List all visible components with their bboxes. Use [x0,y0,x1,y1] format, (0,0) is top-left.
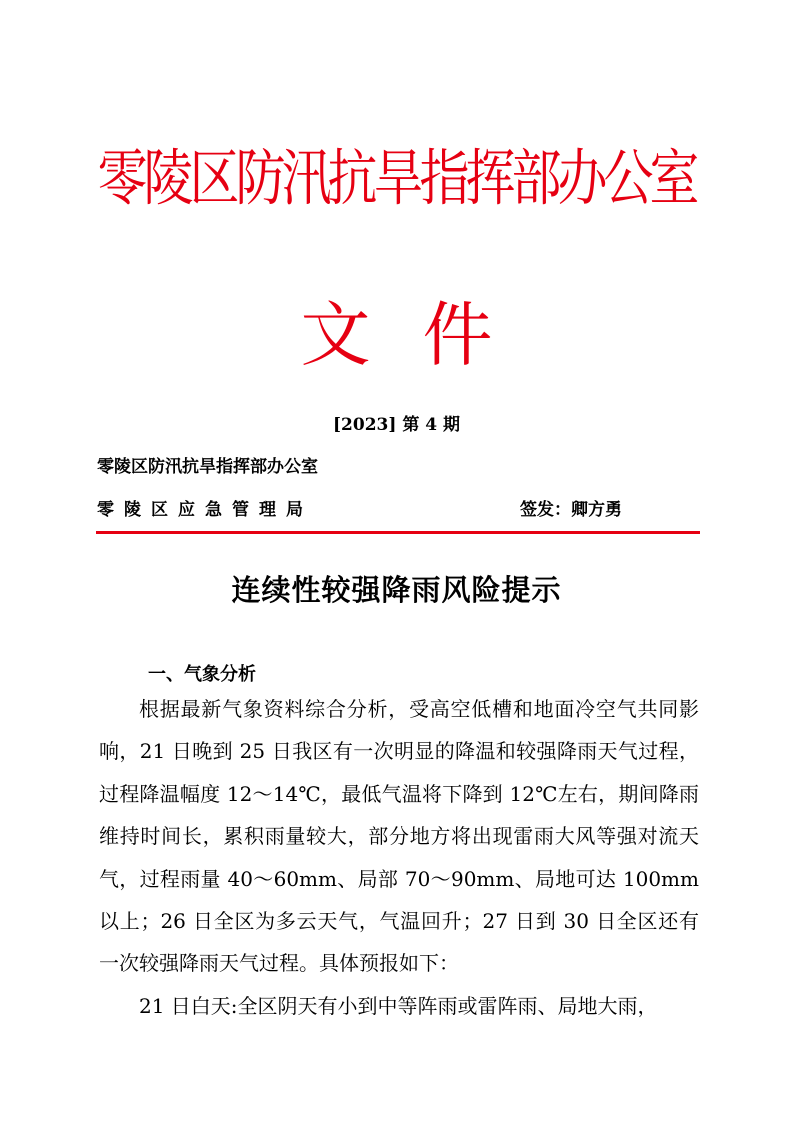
body-paragraph: 根据最新气象资料综合分析，受高空低槽和地面冷空气共同影响，21 日晚到 25 日我区有一次明显的降温和较强降雨天气过程，过程降温幅度 12～14℃，最低气温将下降到 12℃左右，期间降雨维持时间长，累积雨量较大，部分地方将出现雷雨大风等强对流天气，过程雨量 40～60mm、局部 70～90mm、局地可达 100mm 以上；26 日全区为多云天气，气温回升；27 日到 30 日全区还有一次较强降雨天气过程。具体预报如下： [99,697,699,976]
issuer-office: 零陵区防汛抗旱指挥部办公室 [97,457,318,477]
issuer-bureau: 零陵区应急管理局 [97,500,313,520]
section-heading: 一、气象分析 [148,664,256,685]
document-number: [2023] 第 4 期 [333,415,460,435]
document-label: 文件 [300,294,545,376]
issuing-office-title: 零陵区防汛抗旱指挥部办公室 [97,143,696,214]
red-divider [96,531,700,534]
document-title: 连续性较强降雨风险提示 [231,573,562,607]
signer: 签发：卿方勇 [520,500,622,520]
body-paragraph: 21 日白天:全区阴天有小到中等阵雨或雷阵雨、局地大雨， [139,994,658,1018]
